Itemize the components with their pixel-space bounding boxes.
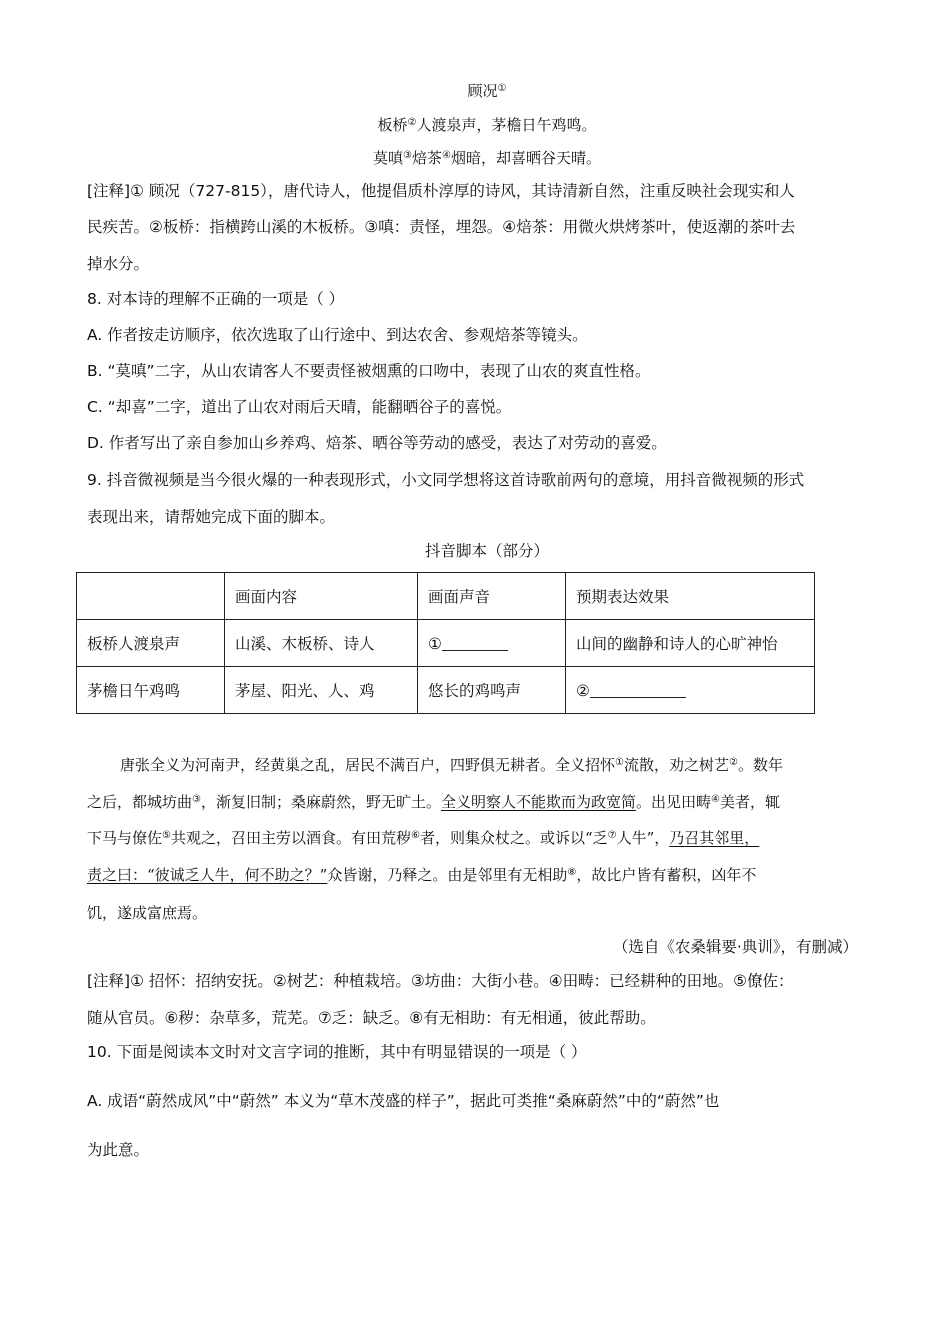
table-cell: 板桥人渡泉声: [77, 620, 225, 667]
table-header-cell: 画面内容: [225, 573, 418, 620]
table-cell: 山溪、木板桥、诗人: [225, 620, 418, 667]
question-8-option-d: D. 作者写出了亲自参加山乡养鸡、焙茶、晒谷等劳动的感受，表达了对劳动的喜爱。: [87, 434, 667, 452]
question-9-stem: 9. 抖音微视频是当今很火爆的一种表现形式，小文同学想将这首诗歌前两句的意境，用抖音微视频的形式: [87, 471, 805, 489]
table-cell: ①: [418, 620, 566, 667]
question-10-option-a: 为此意。: [87, 1141, 150, 1159]
poem-notes-line: [注释]① 顾况（727-815），唐代诗人，他提倡质朴淳厚的诗风，其诗清新自然，注重反映社会现实和人: [87, 182, 795, 200]
poem-title: 顾况①: [467, 82, 507, 100]
question-9-stem: 表现出来，请帮她完成下面的脚本。: [87, 508, 336, 526]
answer-blank[interactable]: [442, 634, 508, 651]
underlined-sentence: 责之曰：“彼诚乏人牛，何不助之？”: [87, 866, 328, 884]
answer-blank[interactable]: [590, 681, 686, 698]
passage-line: 下马与僚佐⑤共观之，召田主劳以酒食。有田荒秽⑥者，则集众杖之。或诉以“乏⑦人牛”，乃召其邻里，: [87, 829, 760, 847]
question-8-stem: 8. 对本诗的理解不正确的一项是（ ）: [87, 290, 345, 308]
table-cell: ②: [566, 667, 815, 714]
table-cell: 悠长的鸡鸣声: [418, 667, 566, 714]
underlined-sentence: 乃召其邻里，: [669, 829, 760, 847]
poem-line-2: 莫嗔③焙茶④烟暗，却喜晒谷天晴。: [373, 149, 601, 167]
passage-notes-line: [注释]① 招怀：招纳安抚。②树艺：种植栽培。③坊曲：大街小巷。④田畴：已经耕种的田地。⑤僚佐：: [87, 972, 794, 990]
poem-notes-line: 民疾苦。②板桥：指横跨山溪的木板桥。③嗔：责怪，埋怨。④焙茶：用微火烘烤茶叶，使返潮的茶叶去: [87, 218, 796, 236]
table-header-cell: [77, 573, 225, 620]
question-8-option-c: C. “却喜”二字，道出了山农对雨后天晴，能翻晒谷子的喜悦。: [87, 398, 512, 416]
table-header-cell: 预期表达效果: [566, 573, 815, 620]
table-row: [77, 620, 815, 667]
passage-line: 责之曰：“彼诚乏人牛，何不助之？”众皆谢，乃释之。由是邻里有无相助⑧，故比户皆有蓄积，凶年不: [87, 866, 757, 884]
script-table: [76, 572, 815, 714]
underlined-sentence: 全义明察人不能欺而为政宽简: [441, 793, 637, 811]
table-row: [77, 667, 815, 714]
question-10-option-a: A. 成语“蔚然成风”中“蔚然” 本义为“草木茂盛的样子”，据此可类推“桑麻蔚然”中的“蔚然”也: [87, 1092, 720, 1110]
poem-line-1: 板桥②人渡泉声，茅檐日午鸡鸣。: [377, 116, 597, 134]
passage-line: 饥，遂成富庶焉。: [87, 904, 208, 922]
passage-line: 唐张全义为河南尹，经黄巢之乱，居民不满百户，四野俱无耕者。全义招怀①流散，劝之树艺②。数年: [120, 756, 783, 774]
question-8-option-b: B. “莫嗔”二字，从山农请客人不要责怪被烟熏的口吻中，表现了山农的爽直性格。: [87, 362, 651, 380]
table-cell: 茅屋、阳光、人、鸡: [225, 667, 418, 714]
poem-notes-line: 掉水分。: [87, 255, 150, 273]
question-10-stem: 10. 下面是阅读本文时对文言字词的推断，其中有明显错误的一项是（ ）: [87, 1043, 587, 1061]
table-header-row: [77, 573, 815, 620]
table-cell: 山间的幽静和诗人的心旷神怡: [566, 620, 815, 667]
table-cell: 茅檐日午鸡鸣: [77, 667, 225, 714]
table-header-cell: 画面声音: [418, 573, 566, 620]
passage-notes-line: 随从官员。⑥秽：杂草多，荒芜。⑦乏：缺乏。⑧有无相助：有无相通，彼此帮助。: [87, 1009, 656, 1027]
question-8-option-a: A. 作者按走访顺序，依次选取了山行途中、到达农舍、参观焙茶等镜头。: [87, 326, 588, 344]
passage-source: （选自《农桑辑要·典训》，有删减）: [612, 938, 858, 956]
passage-line: 之后，都城坊曲③，渐复旧制；桑麻蔚然，野无旷土。全义明察人不能欺而为政宽简。出见田畴④美者，辄: [87, 793, 781, 811]
table-caption: 抖音脚本（部分）: [424, 542, 549, 560]
